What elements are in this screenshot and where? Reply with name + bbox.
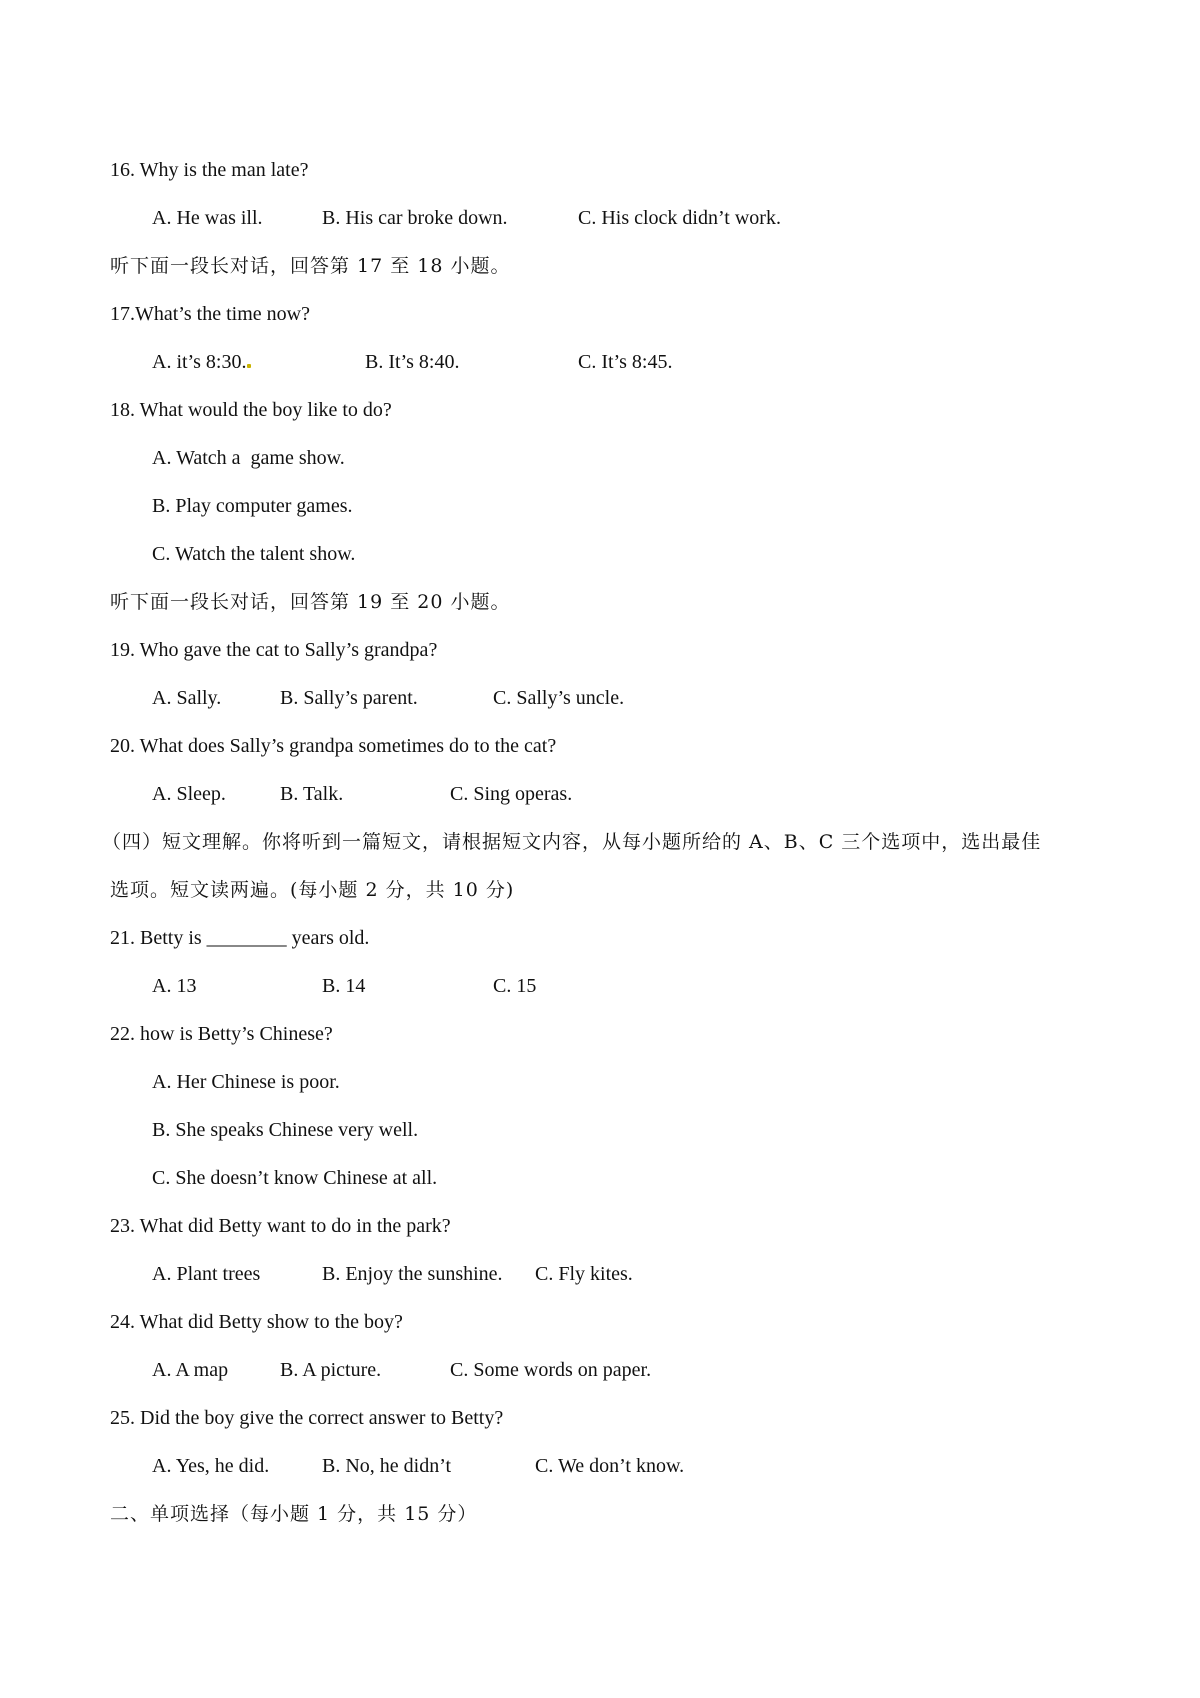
section-2-title: 二、单项选择（每小题 1 分，共 15 分）	[110, 1503, 478, 1525]
question-21-option-a: A. 13	[152, 975, 197, 997]
question-24-option-a: A. A map	[152, 1359, 229, 1381]
question-21-option-b: B. 14	[322, 975, 366, 997]
highlight-mark	[247, 364, 251, 368]
question-23-option-a: A. Plant trees	[152, 1263, 261, 1285]
question-19-option-b: B. Sally’s parent.	[280, 687, 418, 709]
question-24-option-c: C. Some words on paper.	[450, 1359, 652, 1381]
question-17-option-a-wrap	[152, 350, 251, 374]
question-18-option-a: A. Watch a game show.	[152, 447, 345, 469]
question-25-option-a: A. Yes, he did.	[152, 1455, 270, 1477]
question-16-option-a: A. He was ill.	[152, 207, 263, 229]
question-19-option-a: A. Sally.	[152, 687, 222, 709]
question-23-option-c: C. Fly kites.	[535, 1263, 633, 1285]
question-19-option-c: C. Sally’s uncle.	[493, 687, 625, 709]
question-19-stem: 19. Who gave the cat to Sally’s grandpa?	[110, 639, 438, 661]
question-25-option-c: C. We don’t know.	[535, 1455, 685, 1477]
question-16-option-b: B. His car broke down.	[322, 207, 508, 229]
question-18-stem: 18. What would the boy like to do?	[110, 399, 392, 421]
question-20-stem: 20. What does Sally’s grandpa sometimes do to the cat?	[110, 735, 557, 757]
question-25-stem: 25. Did the boy give the correct answer to Betty?	[110, 1407, 504, 1429]
question-16-stem: 16. Why is the man late?	[110, 159, 309, 181]
question-24-option-b: B. A picture.	[280, 1359, 382, 1381]
question-17-option-c: C. It’s 8:45.	[578, 351, 673, 373]
instruction-17-18: 听下面一段长对话，回答第 17 至 18 小题。	[110, 255, 511, 277]
section-4-instruction-line-2: 选项。短文读两遍。(每小题 2 分，共 10 分)	[110, 879, 515, 901]
question-20-option-b: B. Talk.	[280, 783, 344, 805]
question-25-option-b: B. No, he didn’t	[322, 1455, 452, 1477]
question-18-option-c: C. Watch the talent show.	[152, 543, 356, 565]
question-21-option-c: C. 15	[493, 975, 537, 997]
question-22-option-b: B. She speaks Chinese very well.	[152, 1119, 419, 1141]
question-22-option-a: A. Her Chinese is poor.	[152, 1071, 340, 1093]
question-22-option-c: C. She doesn’t know Chinese at all.	[152, 1167, 438, 1189]
question-20-option-a: A. Sleep.	[152, 783, 226, 805]
section-4-instruction-line-1: （四）短文理解。你将听到一篇短文，请根据短文内容，从每小题所给的 A、B、C 三个选项中，选出最佳	[102, 831, 1042, 853]
instruction-19-20: 听下面一段长对话，回答第 19 至 20 小题。	[110, 591, 511, 613]
question-23-option-b: B. Enjoy the sunshine.	[322, 1263, 503, 1285]
question-17-option-a: A. it’s 8:30.	[152, 351, 247, 373]
question-23-stem: 23. What did Betty want to do in the park?	[110, 1215, 451, 1237]
question-17-option-b: B. It’s 8:40.	[365, 351, 460, 373]
question-17-stem: 17.What’s the time now?	[110, 303, 310, 325]
question-21-stem: 21. Betty is ________ years old.	[110, 927, 370, 949]
question-18-option-b: B. Play computer games.	[152, 495, 353, 517]
question-24-stem: 24. What did Betty show to the boy?	[110, 1311, 403, 1333]
question-22-stem: 22. how is Betty’s Chinese?	[110, 1023, 333, 1045]
question-16-option-c: C. His clock didn’t work.	[578, 207, 781, 229]
question-20-option-c: C. Sing operas.	[450, 783, 573, 805]
